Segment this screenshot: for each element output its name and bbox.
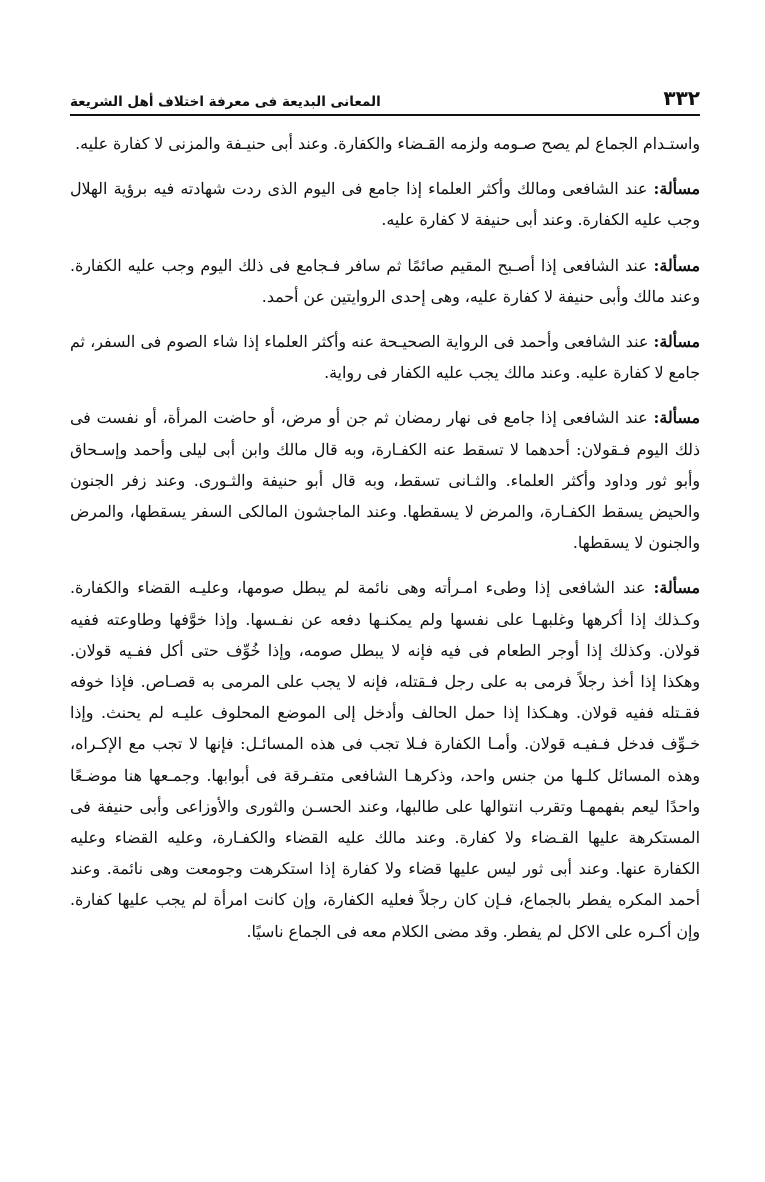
paragraph-masala <box>70 250 700 312</box>
body-text <box>70 128 700 947</box>
document-page <box>70 80 700 961</box>
masala-label: مسألة: <box>653 408 700 428</box>
paragraph-text: عند الشافعى إذا جامع فى نهار رمضان ثم جن أو مرض، أو حاضت المرأة، أو نفست فى ذلك اليوم فـقولان: أحدهما لا تسقط عنه الكفـارة، وبه قال مالك وابن أبى ليلى وأحمد وإسـحاق وأبو ثور وداود وأكثر العلماء. والثـانى تسقط، وبه قال أبو حنيفة والثـورى. وعند زفر الجنون والحيض يسقط الكفـارة، والمرض لا يسقطها. وعند الماجشون المالكى السفر يسقطها، والمرض والجنون لا يسقطها. <box>70 408 700 553</box>
paragraph-masala <box>70 572 700 946</box>
paragraph-masala <box>70 326 700 388</box>
book-title: المعانى البديعة فى معرفة اختلاف أهل الشريعة <box>70 94 381 110</box>
paragraph-masala <box>70 173 700 235</box>
paragraph-continuation <box>70 128 700 159</box>
masala-label: مسألة: <box>653 578 700 598</box>
masala-label: مسألة: <box>653 179 700 199</box>
paragraph-masala <box>70 402 700 558</box>
page-number: ٣٣٢ <box>663 86 700 110</box>
paragraph-text: عند الشافعى إذا أصـبح المقيم صائمًا ثم سافر فـجامع فى ذلك اليوم وجب عليه الكفارة. وعند مالك وأبى حنيفة لا كفارة عليه، وهى إحدى الروايتين عن أحمد. <box>70 255 700 306</box>
paragraph-text: عند الشافعى ومالك وأكثر العلماء إذا جامع فى اليوم الذى ردت شهادته فيه برؤية الهلال وجب عليه الكفارة. وعند أبى حنيفة لا كفارة عليه. <box>70 179 700 230</box>
masala-label: مسألة: <box>653 255 700 275</box>
paragraph-text: عند الشافعى وأحمد فى الرواية الصحيـحة عنه وأكثر العلماء إذا شاء الصوم فى السفر، ثم جامع لا كفارة عليه. وعند مالك يجب عليه الكفار فى رواية. <box>70 332 700 383</box>
paragraph-text: واستـدام الجماع لم يصح صـومه ولزمه القـضاء والكفارة. وعند أبى حنيـفة والمزنى لا كفارة عليه. <box>75 134 700 153</box>
masala-label: مسألة: <box>653 332 700 352</box>
running-header <box>70 80 700 116</box>
paragraph-text: عند الشافعى إذا وطىء امـرأته وهى نائمة لم يبطل صومها، وعليـه القضاء والكفارة. وكـذلك إذا أكرهها وغلبهـا على نفسها ولم يمكنـها دفعه عن نفـسها. وإذا خوَّفها وطاوعته ففيه قولان. وكذلك إذا أوجر الطعام فى فيه فإنه لا يبطل صومه، وإذا خُوِّف حتى أكل ففـيه قولان. وهكذا إذا أخذ رجلاً فرمى به على رجل فـقتله، فإنه لا يجب على المرمى به قصـاص. فإذا خوفه فقـتله ففيه قولان. وهـكذا إذا حمل الحالف وأدخل إلى الموضع المحلوف عليـه لم يحنث. وإذا خـوِّف فدخل فـفيـه قولان. وأمـا الكفارة فـلا تجب فى هذه المسائـل: فإنها لا تجب مع الإكـراه، وهذه المسائل كلـها من جنس واحد، وذكرهـا الشافعى متفـرقة فى أبوابها. وجمـعها هنا موضـعًا واحدًا ليعم بفهمهـا وتقرب انتوالها على طالبها، وعند الحسـن والثورى والأوزاعى وأبى حنيفة فى المستكرهة عليها القـضاء ولا كفارة. وعند مالك عليه القضاء والكفـارة، وعليه القضاء وعليه الكفارة عنها. وعند أبى ثور ليس عليها قضاء ولا كفارة إذا استكرهت وجومعت وهى نائمة. وعند أحمد المكره يفطر بالجماع، فـإن كان رجلاً فعليه الكفارة، وإن كانت امرأة لم يجب عليها كفارة. وإن أكـره على الاكل لم يفطر. وقد مضى الكلام معه فى الجماع ناسيًا. <box>70 578 700 941</box>
